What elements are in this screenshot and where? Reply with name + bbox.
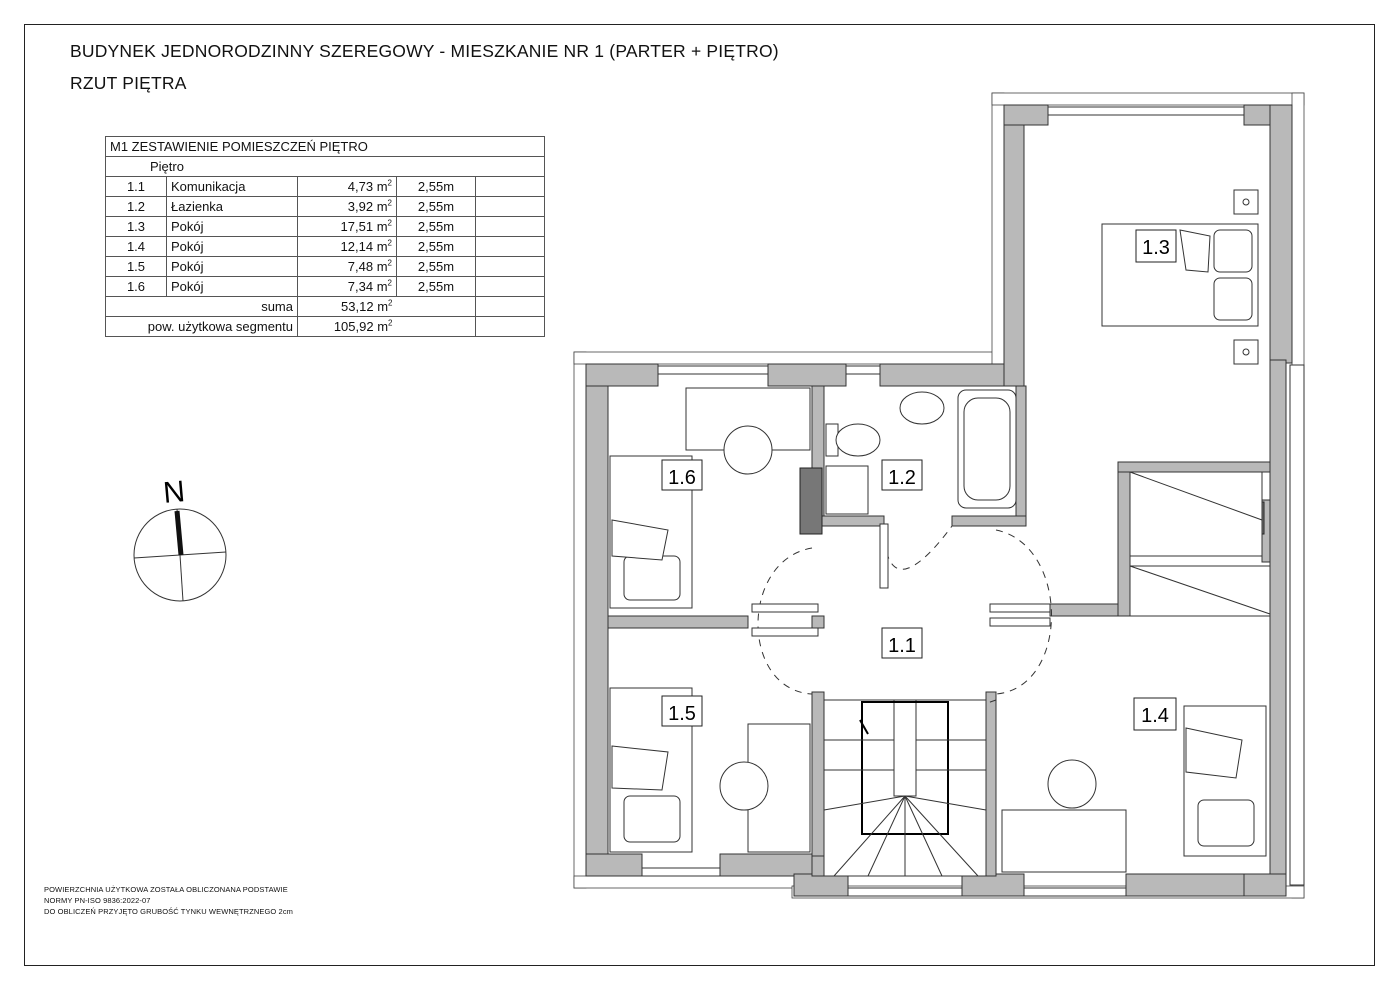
room-number: 1.3 xyxy=(106,217,167,237)
room-1-3-furniture xyxy=(1102,190,1258,364)
room-number: 1.1 xyxy=(106,177,167,197)
room-area: 4,73 $m^2$ xyxy=(298,177,397,197)
room-label-1-5: 1.5 xyxy=(668,703,696,725)
sum-label: suma xyxy=(106,297,298,317)
room-name: Pokój xyxy=(167,257,298,277)
footnote-line-1: POWIERZCHNIA UŻYTKOWA ZOSTAŁA OBLICZONANA PODSTAWIE xyxy=(44,885,288,894)
room-label-1-2: 1.2 xyxy=(888,467,916,489)
room-height: 2,55m xyxy=(397,197,476,217)
pillow xyxy=(624,556,680,600)
north-label: N xyxy=(161,475,187,510)
drawing-title: BUDYNEK JEDNORODZINNY SZEREGOWY - MIESZKANIE NR 1 (PARTER + PIĘTRO) xyxy=(70,41,779,61)
room-height: 2,55m xyxy=(397,217,476,237)
room-number: 1.6 xyxy=(106,277,167,297)
pillow xyxy=(1214,278,1252,320)
pillow xyxy=(1198,800,1254,846)
room-name: Łazienka xyxy=(167,197,298,217)
sum-value: 53,12 $m^2$ xyxy=(298,297,397,317)
room-height: 2,55m xyxy=(397,237,476,257)
room-number: 1.5 xyxy=(106,257,167,277)
room-name: Pokój xyxy=(167,277,298,297)
room-area: 12,14 $m^2$ xyxy=(298,237,397,257)
room-area: 3,92 $m^2$ xyxy=(298,197,397,217)
room-number: 1.2 xyxy=(106,197,167,217)
stairwell-box xyxy=(1130,472,1270,616)
compass-needle xyxy=(177,511,181,555)
pillow xyxy=(624,796,680,842)
footnote-line-3: DO OBLICZEŃ PRZYJĘTO GRUBOŚĆ TYNKU WEWNĘTRZNEGO 2cm xyxy=(44,907,294,916)
pillow xyxy=(1214,230,1252,272)
room-area: 17,51 $m^2$ xyxy=(298,217,397,237)
hall-door-swings xyxy=(752,524,1052,715)
table-level: Piętro xyxy=(106,157,545,177)
room-name: Pokój xyxy=(167,237,298,257)
room-label-1-3: 1.3 xyxy=(1142,237,1170,259)
room-1-6-furniture xyxy=(610,388,810,608)
chair xyxy=(720,762,768,810)
room-label-1-4: 1.4 xyxy=(1141,705,1169,727)
room-labels xyxy=(662,230,1176,730)
room-area: 7,48 $m^2$ xyxy=(298,257,397,277)
chair xyxy=(724,426,772,474)
footnote-line-2: NORMY PN-ISO 9836:2022-07 xyxy=(44,896,151,905)
washbasin xyxy=(900,392,944,424)
usable-value: 105,92 $m^2$ xyxy=(298,317,397,337)
bathroom-fixtures xyxy=(826,390,1016,514)
nightstand xyxy=(1234,340,1258,364)
room-number: 1.4 xyxy=(106,237,167,257)
toilet xyxy=(836,424,880,456)
room-1-5-furniture xyxy=(610,688,810,852)
room-height: 2,55m xyxy=(397,257,476,277)
compass xyxy=(134,475,226,601)
desk xyxy=(1002,810,1126,872)
room-label-1-6: 1.6 xyxy=(668,467,696,489)
nightstand xyxy=(1234,190,1258,214)
room-1-4-furniture xyxy=(1002,706,1266,872)
room-area: 7,34 $m^2$ xyxy=(298,277,397,297)
cabinet xyxy=(826,466,868,514)
table-caption: M1 ZESTAWIENIE POMIESZCZEŃ PIĘTRO xyxy=(106,137,545,157)
room-height: 2,55m xyxy=(397,277,476,297)
usable-label: pow. użytkowa segmentu xyxy=(106,317,298,337)
drawing-subtitle: RZUT PIĘTRA xyxy=(70,73,187,93)
chair xyxy=(1048,760,1096,808)
room-label-1-1: 1.1 xyxy=(888,635,916,657)
room-height: 2,55m xyxy=(397,177,476,197)
room-name: Komunikacja xyxy=(167,177,298,197)
staircase xyxy=(824,700,986,876)
room-name: Pokój xyxy=(167,217,298,237)
